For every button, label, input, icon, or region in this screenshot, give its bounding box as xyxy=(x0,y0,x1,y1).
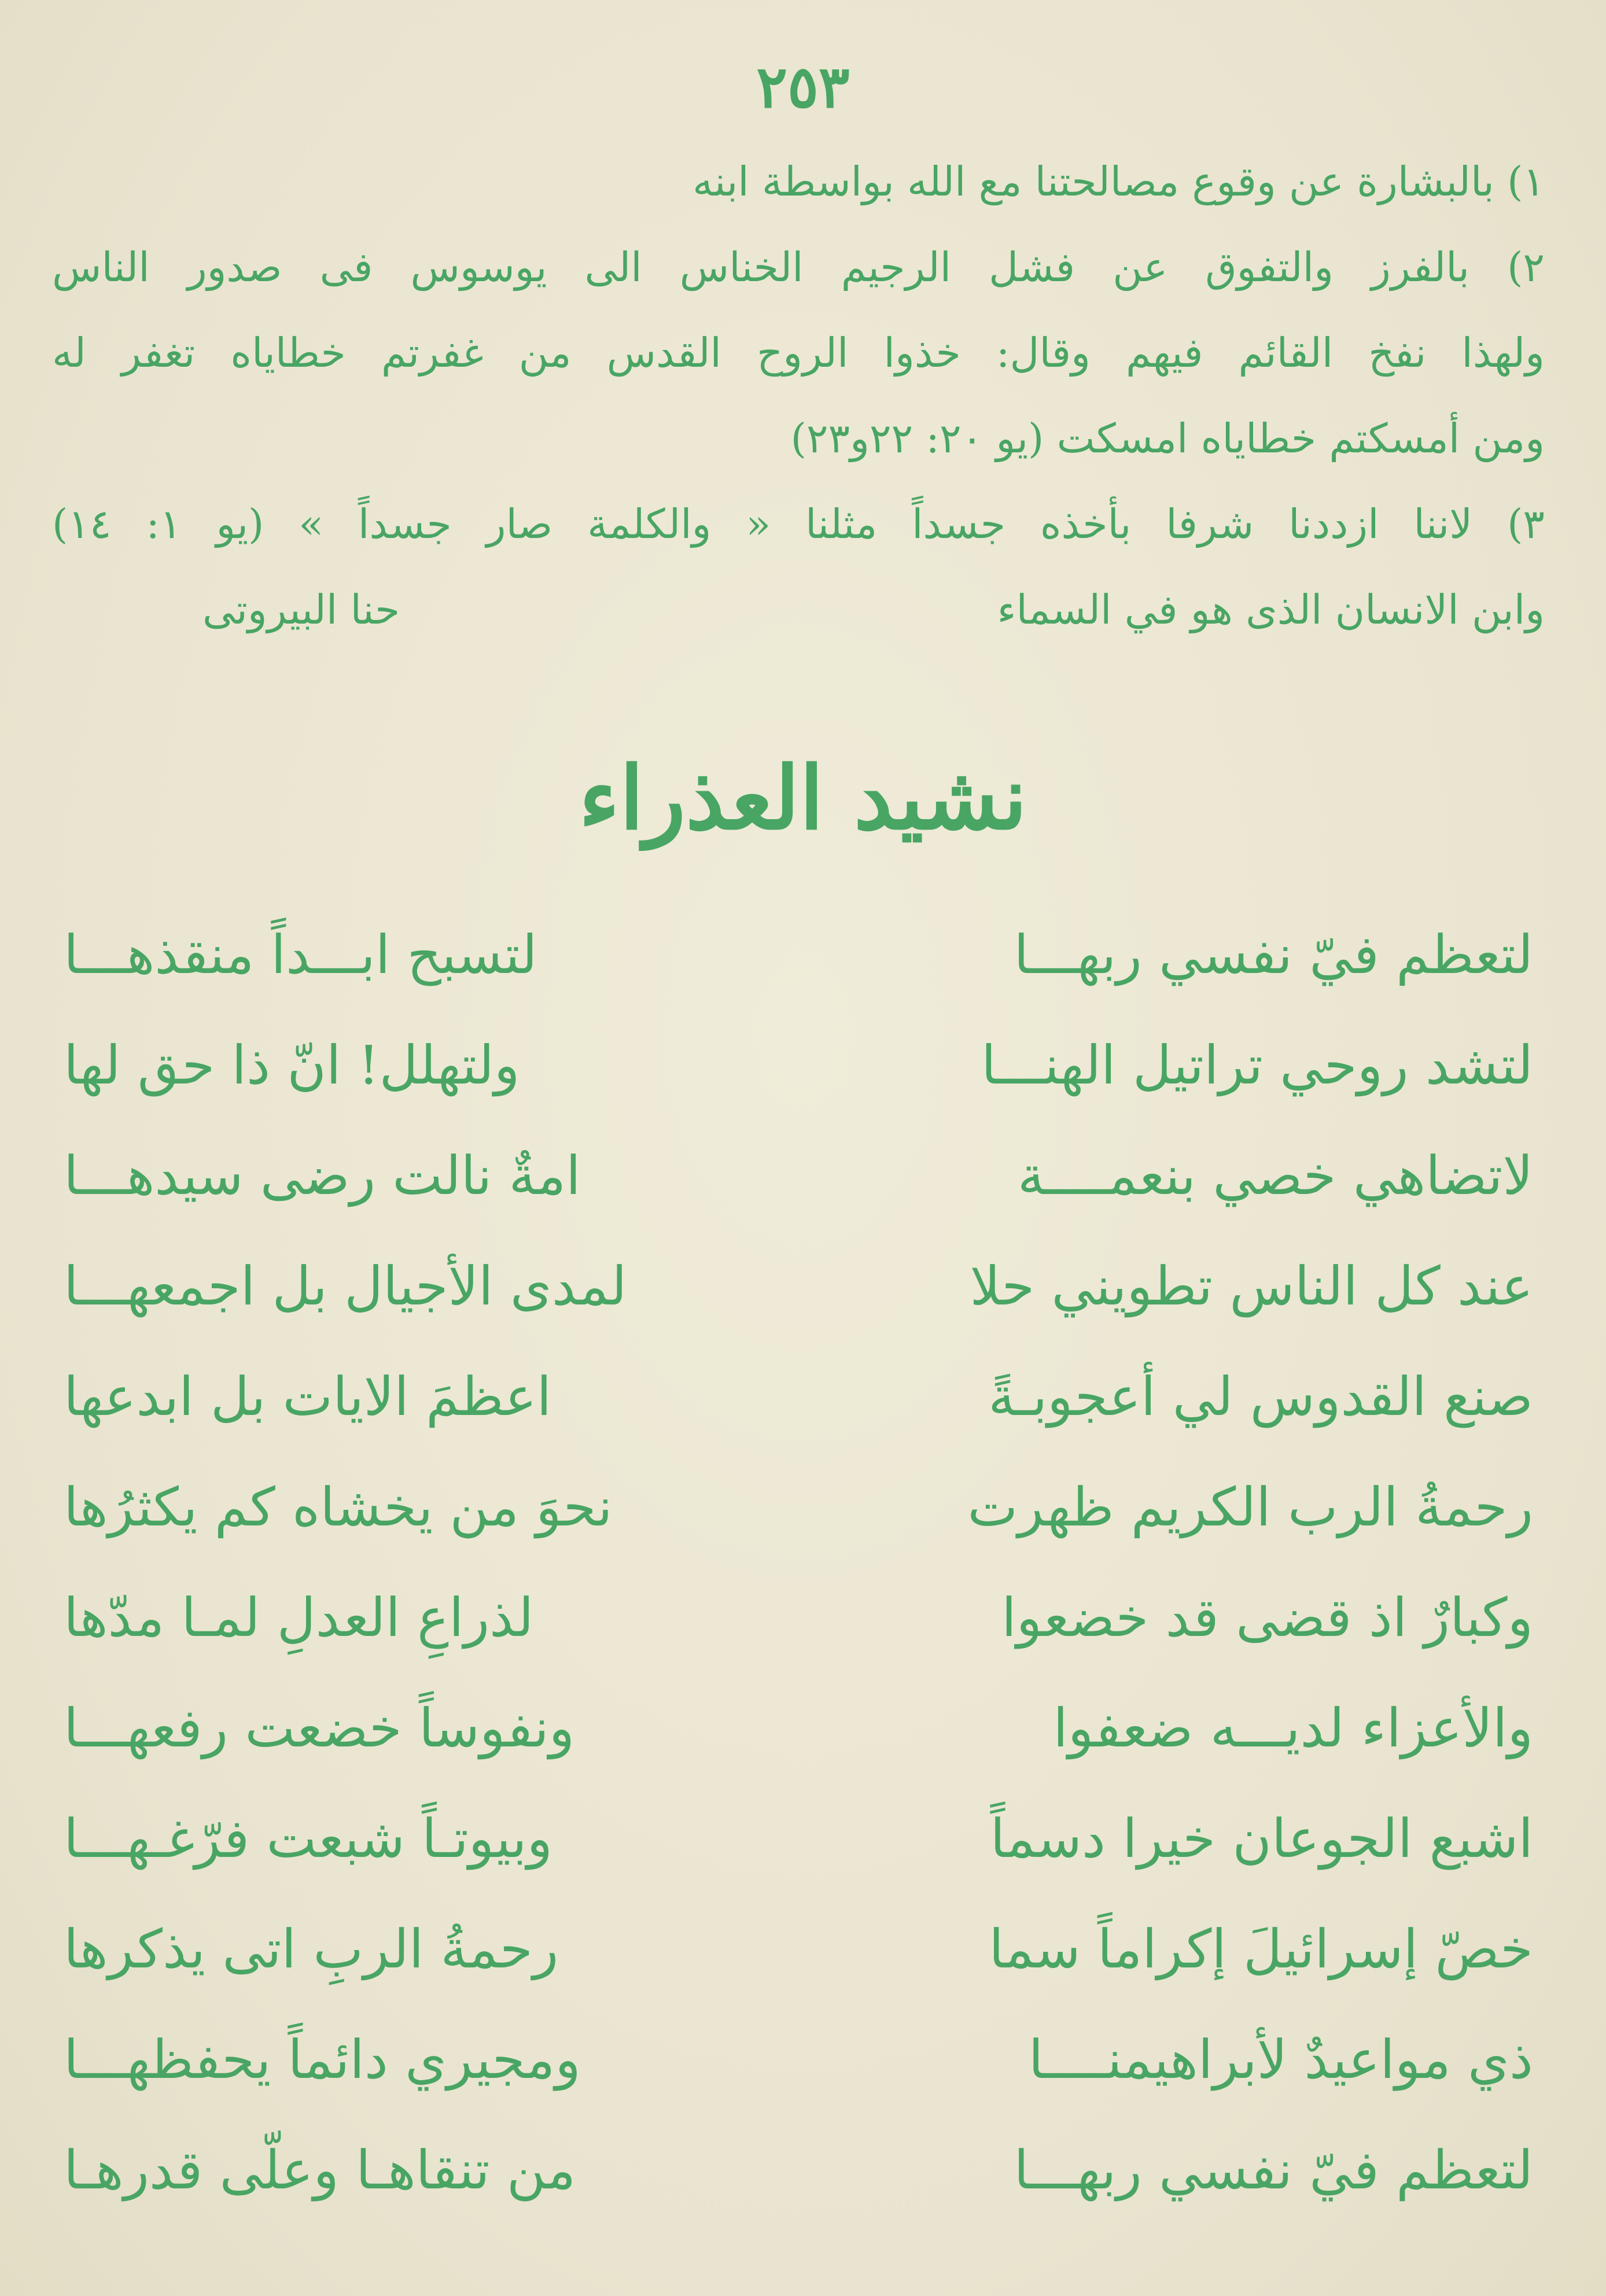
verse-first-half: وكبارٌ اذ قضى قد خضعوا xyxy=(1001,1587,1533,1649)
footnote-line: ومن أمسكتم خطاياه امسكت (يو ٢٠: ٢٢و٢٣) xyxy=(790,415,1545,462)
verse-second-half: لتسبح ابـــداً منقذهـــا xyxy=(64,924,537,986)
poem-verse xyxy=(64,1894,1533,2004)
poem xyxy=(64,900,1533,2225)
verse-first-half: لتعظم فيّ نفسي ربهـــا xyxy=(1014,2139,1533,2201)
poem-verse xyxy=(64,1231,1533,1342)
verse-second-half: ومجيري دائماً يحفظهـــا xyxy=(64,2029,581,2091)
footnote-line: وابن الانسان الذى هو في السماء xyxy=(997,586,1545,633)
verse-second-half: ونفوساً خضعت رفعهـــا xyxy=(64,1697,575,1759)
verse-first-half: اشبع الجوعان خيرا دسماً xyxy=(990,1808,1533,1870)
poem-verse xyxy=(64,2004,1533,2115)
verse-first-half: خصّ إسرائيلَ إكراماً سما xyxy=(989,1918,1533,1980)
poem-verse xyxy=(64,1673,1533,1783)
verse-first-half: ذي مواعيدٌ لأبراهيمنــــا xyxy=(1028,2029,1533,2091)
page-number: ٢٥٣ xyxy=(756,53,850,121)
verse-second-half: لمدى الأجيال بل اجمعهـــا xyxy=(64,1255,627,1317)
verse-first-half: صنع القدوس لي أعجوبـةً xyxy=(988,1366,1533,1428)
poem-verse xyxy=(64,1783,1533,1894)
verse-second-half: امةٌ نالت رضى سيدهـــا xyxy=(64,1145,581,1207)
footnote-line: ولهذا نفخ القائم فيهم وقال: خذوا الروح القدس من غفرتم خطاياه تغفر له xyxy=(52,329,1545,377)
verse-second-half: ولتهلل! انّ ذا حق لها xyxy=(64,1034,520,1096)
verse-first-half: لاتضاهي خصي بنعمــــة xyxy=(1018,1145,1533,1207)
verse-first-half: رحمةُ الرب الكريم ظهرت xyxy=(967,1476,1533,1538)
verse-first-half: عند كل الناس تطويني حلا xyxy=(970,1255,1533,1317)
verse-second-half: اعظمَ الايات بل ابدعها xyxy=(64,1366,552,1428)
verse-second-half: من تنقاهـا وعلّى قدرهـا xyxy=(64,2139,576,2201)
poem-title: نشيد العذراء xyxy=(579,747,1027,849)
verse-second-half: نحوَ من يخشاه كم يكثرُها xyxy=(64,1476,613,1538)
footnote-line: ١) بالبشارة عن وقوع مصالحتنا مع الله بواسطة ابنه xyxy=(693,158,1545,205)
poem-verse xyxy=(64,900,1533,1010)
poem-verse xyxy=(64,2115,1533,2225)
footnotes xyxy=(52,139,1545,653)
verse-first-half: لتعظم فيّ نفسي ربهـــا xyxy=(1014,924,1533,986)
poem-verse xyxy=(64,1010,1533,1121)
poem-verse xyxy=(64,1342,1533,1452)
author-signature: حنا البيروتى xyxy=(202,586,400,633)
verse-second-half: وبيوتـاً شبعت فرّغـهـــا xyxy=(64,1808,553,1870)
poem-verse xyxy=(64,1121,1533,1231)
footnote-last-line xyxy=(52,567,1545,653)
verse-first-half: والأعزاء لديـــه ضعفوا xyxy=(1053,1697,1533,1759)
verse-first-half: لتشد روحي تراتيل الهنـــا xyxy=(981,1034,1533,1096)
verse-second-half: لذراعِ العدلِ لمـا مدّها xyxy=(64,1587,534,1649)
footnote-line: ٣) لاننا ازددنا شرفا بأخذه جسداً مثلنا « والكلمة صار جسداً » (يو ١: ١٤) xyxy=(52,500,1545,548)
poem-verse xyxy=(64,1562,1533,1673)
poem-verse xyxy=(64,1452,1533,1562)
footnote-line: ٢) بالفرز والتفوق عن فشل الرجيم الخناس الى يوسوس فى صدور الناس xyxy=(52,244,1545,291)
verse-second-half: رحمةُ الربِ اتى يذكرها xyxy=(64,1918,559,1980)
